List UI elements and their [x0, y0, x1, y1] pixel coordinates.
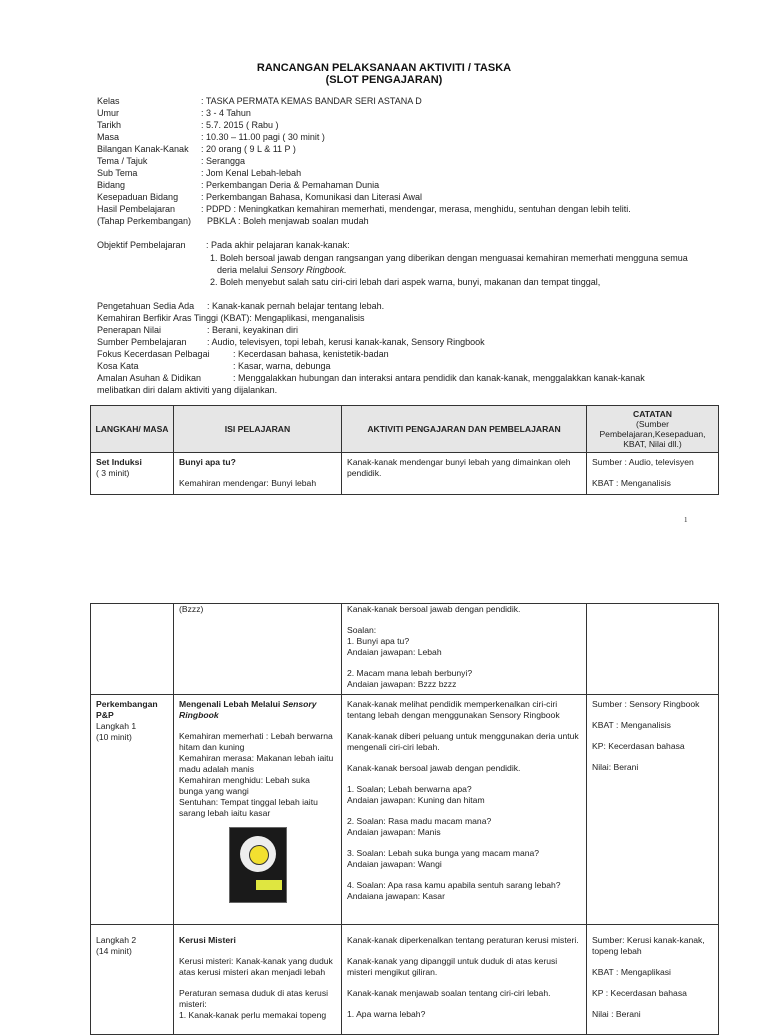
info-value: : 3 - 4 Tahun [201, 108, 251, 118]
catatan-item: Sumber : Audio, televisyen [592, 457, 694, 467]
isi-line: Kemahiran memerhati : Lebah berwarna hitam dan kuning [179, 731, 333, 752]
aktiviti-line: Andaian jawapan: Lebah [347, 647, 442, 657]
isi-text: Kemahiran mendengar: Bunyi lebah [179, 478, 317, 488]
step-cell [91, 925, 174, 1035]
aktiviti-line: Andaian jawapan: Manis [347, 827, 441, 837]
step-time: ( 3 minit) [96, 468, 130, 478]
info-value: : Perkembangan Deria & Pemahaman Dunia [201, 180, 380, 190]
step-cell [91, 453, 174, 495]
aktiviti-line: Andaian jawapan: Wangi [347, 859, 442, 869]
aktiviti-line: Andaian jawapan: Kuning dan hitam [347, 795, 485, 805]
table-row [91, 453, 719, 495]
header-langkah: LANGKAH/ MASA [91, 406, 174, 453]
step-time: (10 minit) [96, 732, 132, 742]
step-time: (14 minit) [96, 946, 132, 956]
isi-title: Bunyi apa tu? [179, 457, 236, 467]
info-label: Kosa Kata [97, 361, 139, 371]
isi-cell [174, 925, 342, 1035]
isi-cell: (Bzzz) [174, 604, 342, 695]
info-label: Bilangan Kanak-Kanak [97, 144, 189, 154]
info-value: : 10.30 – 11.00 pagi ( 30 minit ) [201, 132, 325, 142]
step-cell [91, 695, 174, 925]
info-label: melibatkan diri dalam aktiviti yang dijalankan. [97, 385, 278, 395]
catatan-cell [587, 695, 719, 925]
info-value: : Perkembangan Bahasa, Komunikasi dan Literasi Awal [201, 192, 422, 202]
catatan-sub: (Sumber Pembelajaran,Kesepaduan, KBAT, Nilai dll.) [599, 419, 706, 449]
aktiviti-line: Kanak-kanak diberi peluang untuk menggunakan deria untuk mengenali ciri-ciri lebah. [347, 731, 579, 752]
page-number: 1 [684, 516, 688, 524]
info-label: Kemahiran Berfikir Aras Tinggi (KBAT): Mengaplikasi, menganalisis [97, 313, 365, 323]
objektif-text: deria melalui [217, 265, 269, 275]
info-value: : Serangga [201, 156, 246, 166]
isi-title: Mengenali Lebah Melalui [179, 699, 281, 709]
isi-cell [174, 695, 342, 925]
catatan-item: KP : Kecerdasan bahasa [592, 988, 687, 998]
isi-line: Kerusi misteri: Kanak-kanak yang duduk atas kerusi misteri akan menjadi lebah [179, 956, 333, 977]
isi-cell [174, 453, 342, 495]
objektif-item [217, 265, 347, 275]
info-value: : Audio, televisyen, topi lebah, kerusi kanak-kanak, Sensory Ringbook [207, 337, 485, 347]
info-label: Sub Tema [97, 168, 138, 178]
aktiviti-line: 2. Macam mana lebah berbunyi? [347, 668, 473, 678]
sensory-ringbook-photo [229, 827, 287, 903]
isi-line: Sentuhan: Tempat tinggal lebah iaitu sarang lebah iaitu kasar [179, 797, 318, 818]
aktiviti-line: Kanak-kanak diperkenalkan tentang peraturan kerusi misteri. [347, 935, 579, 945]
table-row [91, 695, 719, 925]
catatan-cell [587, 925, 719, 1035]
catatan-item: KBAT : Menganalisis [592, 720, 671, 730]
info-label: Hasil Pembelajaran [97, 204, 176, 214]
aktiviti-cell [342, 695, 587, 925]
aktiviti-line: Andaiana jawapan: Kasar [347, 891, 445, 901]
info-label: Amalan Asuhan & Didikan [97, 373, 202, 383]
catatan-item: Sumber: Kerusi kanak-kanak, topeng lebah [592, 935, 705, 956]
info-value: : PDPD : Meningkatkan kemahiran memerhati, mendengar, merasa, menghidu, sentuhan dengan lebih teliti. [201, 204, 631, 214]
info-label: Masa [97, 132, 120, 142]
info-value: : TASKA PERMATA KEMAS BANDAR SERI ASTANA D [201, 96, 422, 106]
objektif-item: 2. Boleh menyebut salah satu ciri-ciri lebah dari aspek warna, bunyi, makanan dan tempat tinggal, [210, 277, 601, 287]
isi-title: Kerusi Misteri [179, 935, 236, 945]
info-value: : 20 orang ( 9 L & 11 P ) [201, 144, 296, 154]
isi-line: Kemahiran menghidu: Lebah suka bunga yang wangi [179, 775, 310, 796]
catatan-item: Sumber : Sensory Ringbook [592, 699, 700, 709]
header-aktiviti: AKTIVITI PENGAJARAN DAN PEMBELAJARAN [342, 406, 587, 453]
step-cell [91, 604, 174, 695]
info-label: Kesepaduan Bidang [97, 192, 179, 202]
aktiviti-line: 2. Soalan: Rasa madu macam mana? [347, 816, 492, 826]
info-label: Umur [97, 108, 119, 118]
aktiviti-line: 1. Soalan; Lebah berwarna apa? [347, 784, 472, 794]
info-value: : Menggalakkan hubungan dan interaksi antara pendidik dan kanak-kanak, menggalakkan kanak-kanak [233, 373, 645, 383]
catatan-item: KBAT : Mengaplikasi [592, 967, 671, 977]
aktiviti-line: Kanak-kanak bersoal jawab dengan pendidik. [347, 604, 521, 614]
info-value: : Kasar, warna, debunga [233, 361, 331, 371]
info-value: PBKLA : Boleh menjawab soalan mudah [207, 216, 369, 226]
info-value: : Jom Kenal Lebah-lebah [201, 168, 302, 178]
aktiviti-cell [342, 925, 587, 1035]
aktiviti-line: Kanak-kanak melihat pendidik memperkenalkan ciri-ciri tentang lebah dengan menggunakan Sensory Ringbook [347, 699, 560, 720]
objektif-text: Sensory Ringbook. [270, 265, 347, 275]
isi-line: Kemahiran merasa: Makanan lebah iaitu madu adalah manis [179, 753, 334, 774]
info-label: Pengetahuan Sedia Ada [97, 301, 195, 311]
info-label: (Tahap Perkembangan) [97, 216, 192, 226]
aktiviti-line: 4. Soalan: Apa rasa kamu apabila sentuh sarang lebah? [347, 880, 561, 890]
info-label: Kelas [97, 96, 120, 106]
step-name: Set Induksi [96, 457, 142, 467]
info-value: : 5.7. 2015 ( Rabu ) [201, 120, 279, 130]
aktiviti-cell: Kanak-kanak mendengar bunyi lebah yang dimainkan oleh pendidik. [342, 453, 587, 495]
objektif-item: 1. Boleh bersoal jawab dengan rangsangan yang diberikan dengan menguasai kemahiran memerhati mengguna semua [210, 253, 688, 263]
aktiviti-line: Soalan: [347, 625, 377, 635]
aktiviti-line: 1. Apa warna lebah? [347, 1009, 426, 1019]
catatan-item: Nilai : Berani [592, 1009, 641, 1019]
page-subtitle: (SLOT PENGAJARAN) [325, 74, 443, 86]
aktiviti-cell [342, 604, 587, 695]
info-label: Tarikh [97, 120, 122, 130]
aktiviti-line: Kanak-kanak yang dipanggil untuk duduk di atas kerusi misteri mengikut giliran. [347, 956, 558, 977]
catatan-cell [587, 453, 719, 495]
header-isi: ISI PELAJARAN [174, 406, 342, 453]
isi-line: 1. Kanak-kanak perlu memakai topeng [179, 1010, 327, 1020]
header-catatan [587, 406, 719, 453]
aktiviti-line: Andaian jawapan: Bzzz bzzz [347, 679, 457, 689]
aktiviti-line: 3. Soalan: Lebah suka bunga yang macam mana? [347, 848, 540, 858]
objektif-intro: : Pada akhir pelajaran kanak-kanak: [206, 240, 350, 250]
info-label: Penerapan Nilai [97, 325, 162, 335]
table-row [91, 604, 719, 695]
catatan-item: Nilai: Berani [592, 762, 639, 772]
catatan-cell [587, 604, 719, 695]
lesson-table-page1 [90, 405, 719, 495]
step-label: Langkah 2 [96, 935, 137, 945]
catatan-item: KP: Kecerdasan bahasa [592, 741, 685, 751]
bee-icon [249, 845, 269, 865]
page-title: RANCANGAN PELAKSANAAN AKTIVITI / TASKA [256, 62, 512, 74]
catatan-item: KBAT : Menganalisis [592, 478, 671, 488]
info-label: Bidang [97, 180, 126, 190]
info-label: Fokus Kecerdasan Pelbagai [97, 349, 210, 359]
aktiviti-line: 1. Bunyi apa tu? [347, 636, 410, 646]
isi-line: Peraturan semasa duduk di atas kerusi misteri: [179, 988, 329, 1009]
catatan-title: CATATAN [633, 409, 672, 419]
isi-title-italic: Sensory Ringbook [179, 699, 317, 720]
aktiviti-line: Kanak-kanak menjawab soalan tentang ciri-ciri lebah. [347, 988, 551, 998]
table-row [91, 925, 719, 1035]
info-value: : Kecerdasan bahasa, kenistetik-badan [233, 349, 389, 359]
info-value: : Kanak-kanak pernah belajar tentang lebah. [207, 301, 385, 311]
aktiviti-line: Kanak-kanak bersoal jawab dengan pendidik. [347, 763, 521, 773]
step-label: Langkah 1 [96, 721, 137, 731]
objektif-label: Objektif Pembelajaran [97, 240, 186, 250]
info-label: Tema / Tajuk [97, 156, 148, 166]
info-value: : Berani, keyakinan diri [207, 325, 299, 335]
info-label: Sumber Pembelajaran [97, 337, 187, 347]
lesson-table-page2 [90, 603, 719, 1035]
step-name: Perkembangan P&P [96, 699, 158, 720]
